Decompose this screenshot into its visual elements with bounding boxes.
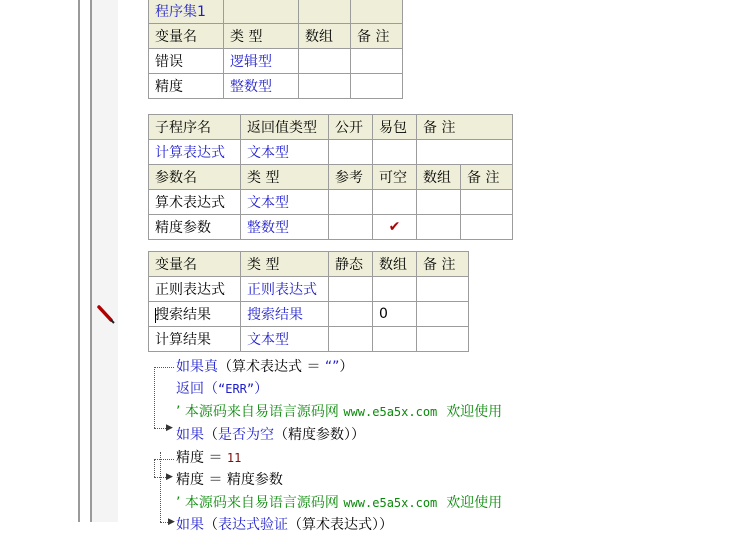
gutter-divider	[78, 0, 80, 522]
flow-line	[154, 459, 155, 477]
col-header: 静态	[329, 252, 373, 277]
gutter-margin	[92, 0, 118, 522]
keyword: 如果	[176, 517, 204, 533]
var-type[interactable]: 整数型	[224, 74, 299, 99]
comment-line[interactable]: ’ 本源码来自易语言源码网 www.e5a5x.com 欢迎使用	[176, 404, 503, 420]
keyword: 如果	[176, 427, 204, 443]
param-type[interactable]: 文本型	[241, 190, 329, 215]
table-row[interactable]	[149, 140, 513, 165]
col-header: 变量名	[149, 252, 241, 277]
flow-line	[154, 367, 174, 368]
keyword: 返回	[176, 381, 204, 397]
param-type[interactable]: 整数型	[241, 215, 329, 240]
var-name[interactable]: 搜索结果	[155, 307, 211, 323]
col-header: 数组	[417, 165, 461, 190]
col-header: 数组	[299, 24, 351, 49]
code-line[interactable]: 如果（表达式验证（算术表达式））	[176, 517, 393, 533]
col-header: 公开	[329, 115, 373, 140]
col-header: 参考	[329, 165, 373, 190]
flow-arrow-icon: ▶	[166, 423, 173, 433]
code-line[interactable]: 如果（是否为空（精度参数））	[176, 427, 365, 443]
code-line[interactable]: 精度 ＝ 精度参数	[176, 472, 283, 488]
col-header: 备 注	[351, 24, 403, 49]
col-header: 变量名	[149, 24, 224, 49]
comment-line[interactable]: ’ 本源码来自易语言源码网 www.e5a5x.com 欢迎使用	[176, 495, 503, 511]
keyword: 如果真	[176, 359, 218, 375]
assembly-name[interactable]: 程序集1	[149, 0, 224, 24]
code-line[interactable]: 精度 ＝ 11	[176, 450, 242, 466]
check-icon[interactable]: ✔	[373, 215, 417, 240]
subroutine-name[interactable]: 计算表达式	[149, 140, 241, 165]
col-header: 类 型	[241, 252, 329, 277]
var-name[interactable]: 精度	[149, 74, 224, 99]
table-row[interactable]	[149, 74, 403, 99]
col-header: 可空	[373, 165, 417, 190]
col-header: 返回值类型	[241, 115, 329, 140]
code-editor[interactable]	[148, 356, 744, 533]
col-header: 类 型	[241, 165, 329, 190]
array-value[interactable]	[373, 277, 417, 302]
col-header: 备 注	[461, 165, 513, 190]
var-name[interactable]: 计算结果	[149, 327, 241, 352]
col-header: 参数名	[149, 165, 241, 190]
var-type[interactable]: 搜索结果	[241, 302, 329, 327]
param-name[interactable]: 精度参数	[149, 215, 241, 240]
table-row[interactable]	[149, 215, 513, 240]
col-header: 类 型	[224, 24, 299, 49]
var-name[interactable]: 正则表达式	[149, 277, 241, 302]
table-row[interactable]	[149, 49, 403, 74]
var-type[interactable]: 文本型	[241, 327, 329, 352]
flow-arrow-icon: ▶	[166, 472, 173, 482]
var-type[interactable]: 正则表达式	[241, 277, 329, 302]
optional-cell[interactable]	[373, 190, 417, 215]
col-header: 备 注	[417, 115, 513, 140]
line-gutter	[0, 0, 118, 522]
flow-arrow-icon: ▶	[168, 517, 175, 527]
code-line[interactable]: 返回（“ERR”）	[176, 381, 269, 397]
pencil-icon	[96, 303, 116, 325]
array-value[interactable]	[373, 327, 417, 352]
subroutine-table	[148, 114, 513, 240]
table-row[interactable]	[149, 190, 513, 215]
array-value[interactable]: 0	[373, 302, 417, 327]
param-name[interactable]: 算术表达式	[149, 190, 241, 215]
var-name[interactable]: 错误	[149, 49, 224, 74]
col-header: 备 注	[417, 252, 469, 277]
code-line[interactable]: 如果真（算术表达式 ＝ “”）	[176, 359, 354, 375]
flow-line	[154, 459, 174, 460]
flow-line	[160, 452, 161, 522]
table-row[interactable]	[149, 277, 469, 302]
col-header: 数组	[373, 252, 417, 277]
table-row[interactable]	[149, 302, 469, 327]
return-type[interactable]: 文本型	[241, 140, 329, 165]
col-header: 子程序名	[149, 115, 241, 140]
col-header: 易包	[373, 115, 417, 140]
var-type[interactable]: 逻辑型	[224, 49, 299, 74]
flow-line	[154, 367, 155, 428]
table-row[interactable]	[149, 327, 469, 352]
local-variable-table	[148, 251, 469, 352]
assembly-variable-table	[148, 0, 403, 99]
